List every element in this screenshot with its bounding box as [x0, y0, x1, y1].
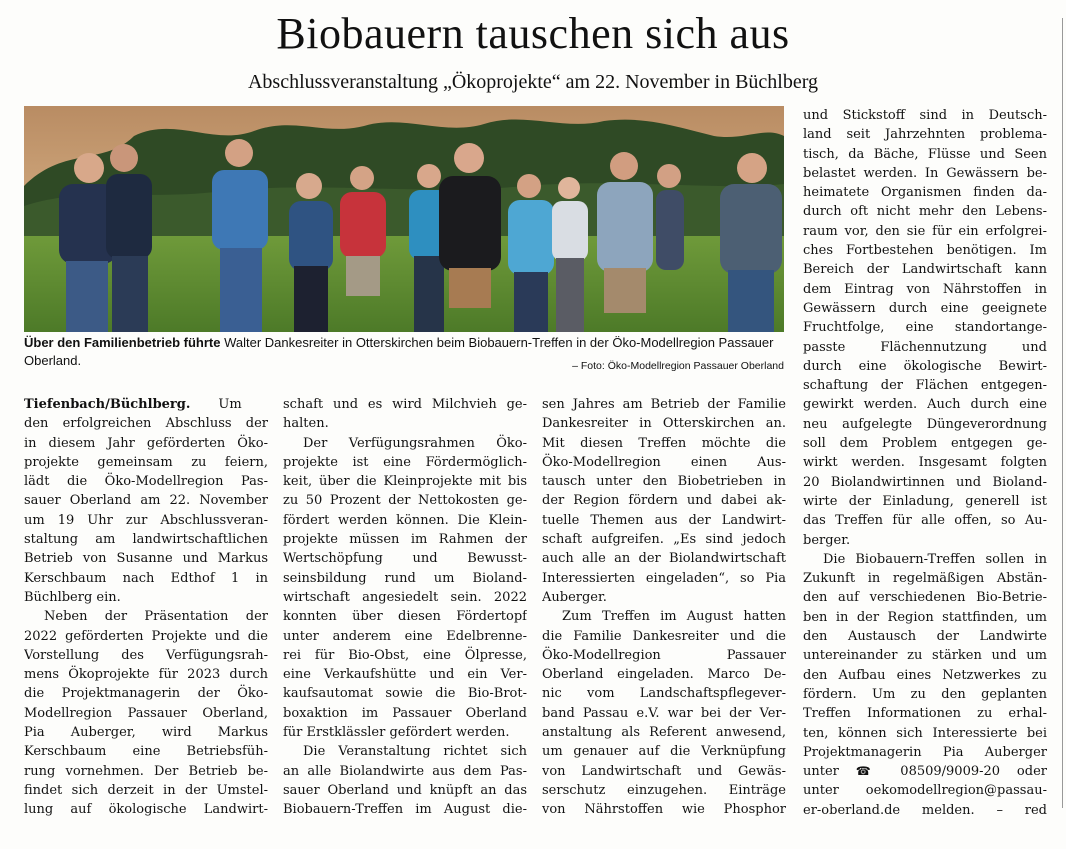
text-line: lädt die Öko-Modellregion Pas-: [24, 474, 268, 490]
text-line: die Projektmanagerin der Öko-: [24, 686, 268, 702]
text-line: schaftung der Flächen entgegen-: [803, 378, 1047, 394]
signature: – red: [996, 802, 1047, 818]
text-line: schaft und es wird Milchvieh ge-: [283, 397, 527, 412]
text-line: Biobauern-Treffen im August die-: [283, 802, 527, 818]
text-line: boxaktion im Passauer Oberland: [283, 705, 527, 721]
text-line: das Treffen für alle offen, so Au-: [803, 513, 1047, 529]
text-line: land seit Jahrzehnten problema-: [803, 127, 1047, 143]
paragraph: [24, 607, 268, 819]
text-line: Pia Auberger, wird Markus: [24, 725, 268, 741]
text-line: um genauer auf die Verknüpfung: [542, 744, 786, 760]
text-line: wirkt werden. Insgesamt folgten: [803, 455, 1047, 471]
headline: Biobauern tauschen sich aus: [276, 9, 790, 58]
text-line: den Aufbau eines Netzwerkes zu: [803, 667, 1047, 683]
text-line: band Passau e.V. war bei der Ver-: [542, 705, 786, 721]
article-column-3: [542, 395, 786, 820]
text-line: Öko-Modellregion Passauer: [542, 647, 786, 663]
text-line: sauer Oberland am 22. November: [24, 493, 268, 509]
text-line: berger.: [803, 532, 851, 548]
text-line: projekte gemeinsam zu feiern,: [24, 454, 268, 470]
subheadline: Abschlussveranstaltung „Ökoprojekte“ am 22. November in Büchlberg: [247, 71, 819, 93]
paragraph: [803, 550, 1047, 820]
phone-icon: ☎: [855, 764, 884, 779]
text-line: serschutz einzugehen. Einträge: [542, 782, 786, 798]
text-line: belastet werden. In Gewässern be-: [803, 165, 1047, 181]
photo-illustration: [24, 106, 784, 332]
text-line: passte Flächennutzung und: [803, 339, 1047, 355]
text-line: fördert werden können. Die Klein-: [283, 512, 527, 528]
text-line: halten.: [283, 416, 329, 432]
text-line: unter anderem eine Edelbrenne-: [283, 628, 527, 644]
text-line: Vorstellung des Verfügungsrah-: [24, 647, 268, 663]
text-line: Neben der Präsentation der: [44, 609, 268, 625]
text-line: durch oft nicht mehr den Lebens-: [803, 204, 1047, 220]
text-line: rei für Bio-Obst, eine Ölpresse,: [283, 647, 527, 663]
text-line: Fruchtfolge, eine standortange-: [803, 320, 1047, 336]
text-line: Oberland eingeladen. Marco De-: [542, 667, 786, 683]
text-line: Interessierten eingeladen“, so Pia: [542, 570, 786, 586]
text-line: sen Jahres am Betrieb der Familie: [542, 397, 786, 412]
text-line: projekte ist eine Fördermöglich-: [283, 454, 527, 470]
caption-text: Walter Dankesreiter in Otterskirchen beim Biobauern-Treffen in der Öko-Modellregion Passauer Oberland.: [24, 335, 774, 368]
text-line: eine Verkaufshütte und ein Ver-: [283, 667, 527, 683]
text-line: von Landwirtschaft und Gewäs-: [542, 763, 786, 779]
paragraph: [283, 434, 527, 743]
text-line: zu 50 Prozent der Nettokosten ge-: [283, 493, 527, 509]
text-line: tausch unter den Biobetrieben in: [542, 474, 786, 490]
text-fragment: Um: [218, 397, 242, 412]
text-line: Kerschbaum nach Edthof 1 in: [24, 570, 268, 586]
text-line: soll dem Problem entgegen ge-: [803, 436, 1047, 452]
text-line: Die Biobauern-Treffen sollen in: [823, 551, 1047, 567]
text-line: [803, 801, 1047, 820]
text-line: für Erstklässler gefördert werden.: [283, 725, 510, 741]
caption-bold: Über den Familienbetrieb führte: [24, 335, 221, 350]
text-line: raum vor, den sie für ein erfolgrei-: [803, 223, 1047, 239]
text-line: dem Eintrag von Nährstoffen in: [803, 281, 1047, 297]
text-line: Modellregion Passauer Oberland,: [24, 705, 268, 721]
text-line: durch eine ökologische Bewirt-: [803, 358, 1047, 374]
text-line: Projektmanagerin Pia Auberger: [803, 744, 1047, 760]
text-line: heimatete Organismen finden da-: [803, 185, 1047, 201]
text-line: an alle Biolandwirte aus dem Pas-: [283, 763, 527, 779]
text-line: von Nährstoffen wie Phosphor: [542, 802, 786, 818]
text-line: Zukunft in regelmäßigen Abstän-: [803, 571, 1047, 587]
text-fragment: oder: [1016, 764, 1047, 780]
text-line: Gewässern durch eine geeignete: [803, 300, 1047, 316]
text-line: kaufsautomat sowie die Bio-Brot-: [283, 686, 527, 702]
text-line: konnten über diesen Fördertopf: [283, 609, 527, 625]
text-line: den auf verschiedenen Bio-Betrie-: [803, 590, 1047, 606]
text-line: Mit diesen Treffen möchte die: [542, 435, 786, 451]
text-line: auch alle an der Biolandwirtschaft: [542, 551, 786, 567]
phone-line: [803, 762, 1047, 781]
text-line: der Region fördern und dabei ak-: [542, 493, 786, 509]
text-line: Zum Treffen im August hatten: [562, 609, 786, 625]
dateline: Tiefenbach/Büchlberg.: [24, 397, 191, 412]
text-line: Treffen Informationen zu erhal-: [803, 706, 1047, 722]
text-line: Öko-Modellregion einen Aus-: [542, 454, 786, 470]
text-line: den erfolgreichen Abschluss der: [24, 416, 268, 432]
text-line: staltung am landwirtschaftlichen: [24, 532, 268, 548]
article-column-1: [24, 395, 268, 820]
text-line: Der Verfügungsrahmen Öko-: [303, 435, 527, 451]
text-line: mens Ökoprojekte für 2023 durch: [24, 667, 268, 683]
text-line: ches Fortbestehen benötigen. Im: [803, 243, 1047, 259]
text-line: Die Veranstaltung richtet sich: [303, 744, 527, 760]
text-line: projekte müssen im Rahmen der: [283, 532, 527, 548]
text-line: keit, über die Kleinprojekte mit bis: [283, 474, 527, 490]
text-line: sauer Oberland und knüpft an das: [283, 782, 527, 798]
text-line: Dankesreiter in Otterskirchen an.: [542, 416, 786, 432]
text-line: den Austausch der Landwirte: [803, 629, 1047, 645]
text-line: schaft aufgreifen. „Es sind jedoch: [542, 532, 786, 548]
paragraph: [542, 395, 786, 607]
text-fragment: unter: [803, 764, 839, 780]
text-line: 20 Biolandwirtinnen und Bioland-: [803, 474, 1047, 490]
paragraph: [283, 742, 527, 819]
text-line: seinsbildung rund um Bioland-: [283, 570, 527, 586]
text-line: Bereich der Landwirtschaft kann: [803, 262, 1047, 278]
text-line: nic vom Landschaftspflegever-: [542, 686, 786, 702]
paragraph: [283, 395, 527, 434]
text-line: anstaltung als Referent anwesend,: [542, 725, 786, 741]
text-line: wirtschaft angesiedelt sein. 2022: [283, 589, 527, 605]
text-line: Kerschbaum eine Betriebsfüh-: [24, 744, 268, 760]
column-rule: [1062, 18, 1063, 808]
text-line: und Stickstoff sind in Deutsch-: [803, 108, 1047, 123]
text-line: um 19 Uhr zur Abschlussveran-: [24, 512, 268, 528]
text-line: Wertschöpfung und Bewusst-: [283, 551, 527, 567]
text-line: gewirkt werden. Auch durch eine: [803, 397, 1047, 413]
text-line: lung auf ökologische Landwirt-: [24, 802, 268, 818]
text-line: ben in der Region stattfinden, um: [803, 609, 1047, 625]
text-line: 2022 geförderten Projekte und die: [24, 628, 268, 644]
text-line: fördern. Um zu den geplanten: [803, 686, 1047, 702]
text-line: Betrieb von Susanne und Markus: [24, 551, 268, 567]
article-column-4: [803, 106, 1047, 820]
paragraph: [803, 106, 1047, 550]
text-line: wirte der Einladung, generell ist: [803, 493, 1047, 509]
text-line: Auberger.: [542, 589, 607, 605]
text-line: Büchlberg ein.: [24, 589, 121, 605]
text-fragment: er-oberland.de melden.: [803, 802, 975, 818]
email-line: unter oekomodellregion@passau-: [803, 783, 1047, 799]
text-line: tuelle Themen aus der Landwirt-: [542, 512, 786, 528]
text-line: die Familie Dankesreiter und die: [542, 628, 786, 644]
article-column-2: [283, 395, 527, 820]
text-line: untereinander zu stärken und um: [803, 648, 1047, 664]
text-line: [24, 395, 268, 414]
article-photo: [24, 106, 784, 332]
text-line: in diesem Jahr geförderten Öko-: [24, 435, 268, 451]
photo-credit: – Foto: Öko-Modellregion Passauer Oberland: [572, 360, 784, 372]
text-line: neu aufgelegte Düngeverordnung: [803, 416, 1047, 432]
paragraph: [24, 395, 268, 607]
text-line: rung vornehmen. Der Betrieb be-: [24, 763, 268, 779]
paragraph: [542, 607, 786, 819]
text-line: ten, können sich Interessierte bei: [803, 725, 1047, 741]
text-line: findet sich derzeit in der Umstel-: [24, 782, 268, 798]
text-line: tisch, da Bäche, Flüsse und Seen: [803, 146, 1047, 162]
phone-number: 08509/9009-20: [900, 764, 1001, 780]
